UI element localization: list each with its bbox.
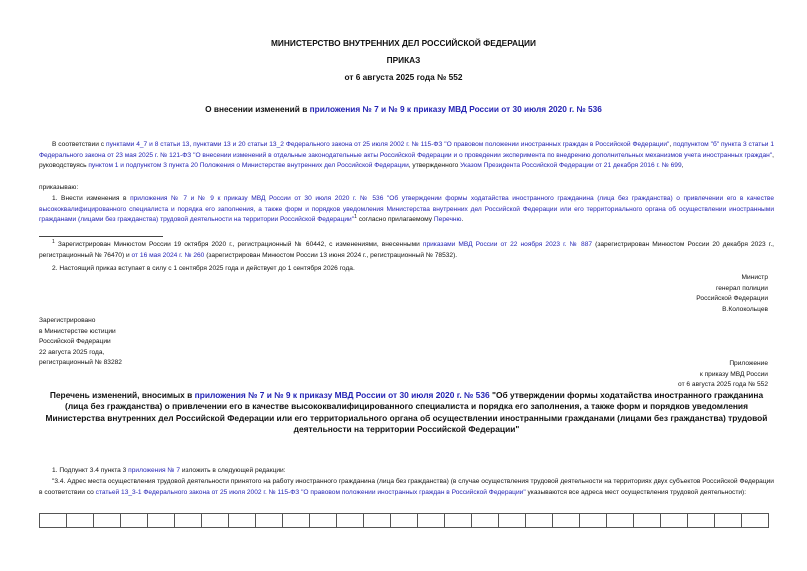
grid-cell [202,514,229,528]
grid-cell [391,514,418,528]
grid-cell [472,514,499,528]
footnote-text-c: (зарегистрирован Минюстом России 13 июня 2024 г., регистрационный № 78532). [204,251,458,259]
changes-list-title [39,390,774,436]
footnote-paragraph [39,240,774,261]
registration-number: регистрационный № 83282 [39,359,122,367]
change-1-paragraph [39,466,774,477]
grid-cell [715,514,742,528]
change-1-text-b: изложить в следующей редакции: [180,467,286,474]
appendix-7-link[interactable]: приложения № 7 [128,467,180,474]
quote-text-a: "3.4. Адрес места осуществления трудовой деятельности принятого на работу иностранного гражданина (лица без гражданства) (в случае осуществления трудовой деятельности на территориях двух субъектов Российской Федерации в соответствии со [39,478,774,496]
footnote-text-a: Зарегистрирован Минюстом России 19 октября 2020 г., регистрационный № 60442, с изменениями, внесенными [54,241,423,248]
grid-cell [310,514,337,528]
law-115-link[interactable]: пунктами 4_7 и 8 статьи 13, пунктами 13 и 20 статьи 13_2 Федерального закона от 25 июля 2002 г. № 115-ФЗ "О правовом положении иностранных граждан в Российской Федерации" [106,141,670,148]
law-121-link[interactable]: подпунктом "б" пункта 3 статьи 1 Федерального закона от 23 мая 2025 г. № 121-ФЗ "О внесении изменений в отдельные законодательные акты Российской Федерации и о проведении эксперимента по внедрению дополнительных механизмов учета иностранных граждан" [39,141,775,159]
item-2-paragraph: 2. Настоящий приказ вступает в силу с 1 сентября 2025 года и действует до 1 сентября 2026 года. [52,265,355,272]
appendix-label: Приложение [729,360,768,367]
grid-cell [256,514,283,528]
signature-block [696,273,768,315]
grid-cell [688,514,715,528]
ministry-heading: МИНИСТЕРСТВО ВНУТРЕННИХ ДЕЛ РОССИЙСКОЙ ФЕДЕРАЦИИ [271,38,536,48]
grid-cell [445,514,472,528]
grid-cell [742,514,769,528]
grid-cell [121,514,148,528]
signature-title: Министр [741,274,768,281]
grid-cell [67,514,94,528]
quote-paragraph [39,477,774,498]
grid-cell [94,514,121,528]
grid-cell [148,514,175,528]
grid-cell [607,514,634,528]
grid-cell [40,514,67,528]
list-title-text-a: Перечень изменений, вносимых в [49,390,195,400]
order-536-link[interactable]: приложения № 7 и № 9 к приказу МВД России от 30 июля 2020 г. № 536 "Об утверждении формы ходатайства иностранного гражданина (лица без гражданства) о привлечении его в качестве высококвалифицированного специалиста и порядка его заполнения, а также форм и порядков уведомления Министерства внутренних дел Российской Федерации или его территориального органа об осуществлении иностранными гражданами (лицами без гражданства) трудовой деятельности на территории Российской Федерации" [39,195,774,224]
grid-cell [418,514,445,528]
registration-line-2: в Министерстве юстиции [39,327,116,335]
footnote-text-b: (зарегистрирован Минюстом России 20 декабря 2023 г., регистрационный № 76470) и [39,241,774,259]
signature-country: Российской Федерации [696,295,768,303]
address-entry-grid [39,513,769,528]
preamble-text-d: , утвержденного [408,162,461,170]
item-1-text-c: . [461,216,464,224]
preamble-paragraph [39,140,774,172]
grid-cell [580,514,607,528]
order-887-link[interactable]: приказами МВД России от 22 ноября 2023 г. № 887 [422,241,593,248]
item-1-text-a: 1. Внести изменения в [52,195,131,202]
grid-cell [499,514,526,528]
grid-row [40,514,769,528]
signature-name: В.Колокольцев [722,305,768,313]
decree-699-link[interactable]: Указом Президента Российской Федерации от 21 декабря 2016 г. № 699 [460,162,682,170]
doc-date-number: от 6 августа 2025 года № 552 [344,72,463,82]
regulation-link[interactable]: пунктом 1 и подпунктом 3 пункта 20 Положения о Министерстве внутренних дел Российской Федерации [88,162,409,170]
list-title-link[interactable]: приложения № 7 и № 9 к приказу МВД России от 30 июля 2020 г. № 536 [194,390,490,400]
footnote-marker: 1 [52,238,55,245]
subject-prefix: О внесении изменений в [205,104,310,114]
appendix-order: к приказу МВД России [699,370,768,378]
grid-cell [526,514,553,528]
appendix-reference [678,359,768,391]
preamble-text-b: , [669,141,674,148]
grid-cell [364,514,391,528]
registration-date: 22 августа 2025 года, [39,348,105,356]
grid-cell [283,514,310,528]
quote-text-b: указываются все адреса мест осуществления трудовой деятельности): [525,488,747,496]
grid-cell [337,514,364,528]
signature-rank: генерал полиции [715,284,768,292]
grid-cell [553,514,580,528]
change-1-text-a: 1. Подпункт 3.4 пункта 3 [52,467,129,474]
grid-cell [634,514,661,528]
preamble-text-e: , [681,162,684,170]
grid-cell [175,514,202,528]
preamble-text-c: , руководствуясь [39,151,774,170]
registration-line-1: Зарегистрировано [39,317,96,324]
subject-link[interactable]: приложения № 7 и № 9 к приказу МВД России от 30 июля 2020 г. № 536 [309,104,602,114]
order-word: приказываю: [39,184,79,191]
item-1-paragraph [39,194,774,226]
registration-line-3: Российской Федерации [39,338,111,346]
appendix-date: от 6 августа 2025 года № 552 [678,381,768,389]
doc-type-heading: ПРИКАЗ [386,55,421,65]
list-link[interactable]: Перечню [433,216,462,224]
footnote-divider [39,236,163,237]
doc-subject [0,104,807,115]
order-260-link[interactable]: от 16 мая 2024 г. № 260 [131,251,205,259]
article-13-3-1-link[interactable]: статьей 13_3-1 Федерального закона от 25 июля 2002 г. № 115-ФЗ "О правовом положении иностранных граждан в Российской Федерации" [95,488,526,496]
grid-cell [661,514,688,528]
grid-cell [229,514,256,528]
list-title-text-b: "Об утверждении формы ходатайства иностранного гражданина (лица без гражданства) о привлечении его в качестве высококвалифицированного специалиста и порядка его заполнения, а также форм и порядков уведомления Министерства внутренних дел Российской Федерации или его территориального органа об осуществлении иностранными гражданами (лицами без гражданства) трудовой деятельности на территории Российской Федерации" [45,390,768,435]
preamble-text-a: В соответствии с [52,141,107,148]
item-1-text-b: согласно прилагаемому [356,216,434,224]
footnote-ref[interactable]: 1 [354,214,357,220]
registration-block [39,316,122,369]
